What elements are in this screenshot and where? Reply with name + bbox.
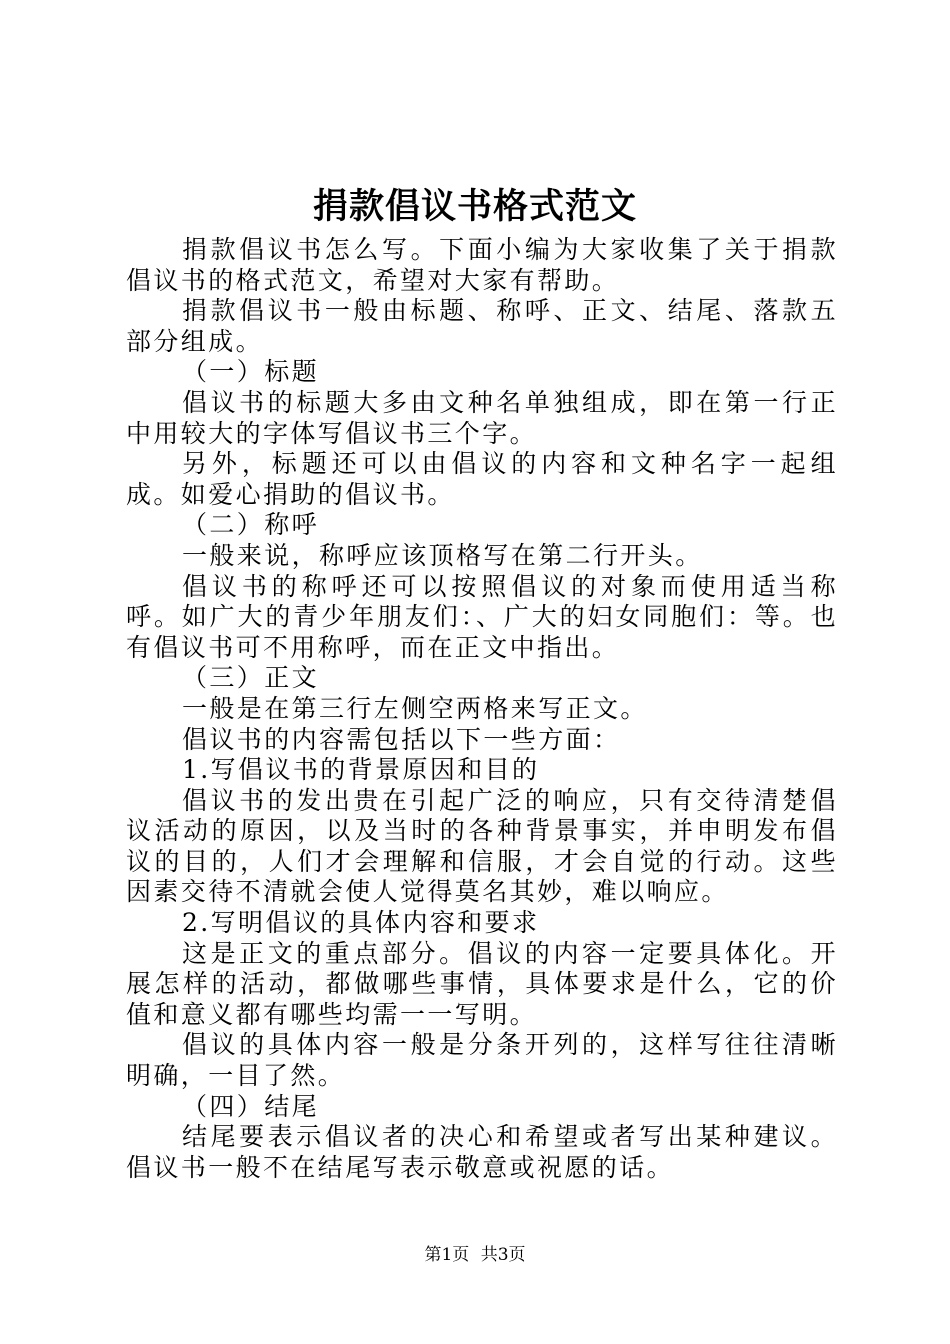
paragraph: 倡议书的标题大多由文种名单独组成，即在第一行正中用较大的字体写倡议书三个字。 xyxy=(126,387,838,448)
document-body xyxy=(126,235,838,1183)
list-item-heading: 2.写明倡议的具体内容和要求 xyxy=(182,908,540,938)
section-heading: （一）标题 xyxy=(182,357,320,387)
paragraph: 倡议书的内容需包括以下一些方面： xyxy=(182,724,621,754)
paragraph: 倡议书的发出贵在引起广泛的响应，只有交待清楚倡议活动的原因，以及当时的各种背景事实，并申明发布倡议的目的，人们才会理解和信服，才会自觉的行动。这些因素交待不清就会使人觉得莫名其妙，难以响应。 xyxy=(126,785,838,907)
list-item-heading: 1.写倡议书的背景原因和目的 xyxy=(182,755,540,785)
paragraph: 一般是在第三行左侧空两格来写正文。 xyxy=(182,693,648,723)
paragraph: 另外，标题还可以由倡议的内容和文种名字一起组成。如爱心捐助的倡议书。 xyxy=(126,449,838,509)
paragraph: 结尾要表示倡议者的决心和希望或者写出某种建议。倡议书一般不在结尾写表示敬意或祝愿的话。 xyxy=(126,1122,838,1182)
section-heading: （三）正文 xyxy=(182,663,320,693)
page-footer xyxy=(0,1243,950,1267)
paragraph: 倡议书的称呼还可以按照倡议的对象而使用适当称呼。如广大的青少年朋友们：、广大的妇女同胞们：等。也有倡议书可不用称呼，而在正文中指出。 xyxy=(126,571,838,662)
paragraph: 倡议的具体内容一般是分条开列的，这样写往往清晰明确，一目了然。 xyxy=(126,1030,838,1091)
page-number: 第1页 xyxy=(424,1245,470,1265)
section-heading: （二）称呼 xyxy=(182,510,320,540)
section-heading: （四）结尾 xyxy=(182,1091,320,1121)
page-total: 共3页 xyxy=(480,1245,526,1265)
paragraph: 捐款倡议书怎么写。下面小编为大家收集了关于捐款倡议书的格式范文，希望对大家有帮助。 xyxy=(126,235,838,295)
paragraph: 一般来说，称呼应该顶格写在第二行开头。 xyxy=(182,540,703,570)
paragraph: 捐款倡议书一般由标题、称呼、正文、结尾、落款五部分组成。 xyxy=(126,296,838,356)
paragraph: 这是正文的重点部分。倡议的内容一定要具体化。开展怎样的活动，都做哪些事情，具体要求是什么，它的价值和意义都有哪些均需一一写明。 xyxy=(126,938,838,1029)
document-title: 捐款倡议书格式范文 xyxy=(312,186,637,227)
